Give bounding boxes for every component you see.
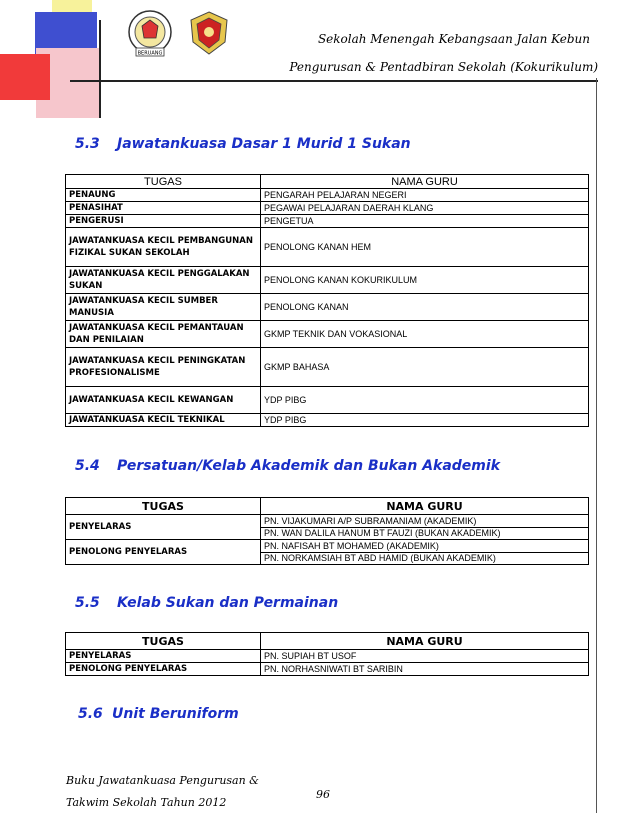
table-row xyxy=(66,267,589,294)
header-tugas: TUGAS xyxy=(66,633,261,650)
nama-cell: PENOLONG KANAN HEM xyxy=(261,228,589,267)
table-row xyxy=(66,228,589,267)
header-tugas: TUGAS xyxy=(66,175,261,189)
table-row xyxy=(66,515,589,528)
club-coordinator-table xyxy=(65,497,589,565)
section-number: 5.4 xyxy=(75,458,100,474)
table-row xyxy=(66,189,589,202)
tugas-cell: JAWATANKUASA KECIL PENGGALAKAN SUKAN xyxy=(66,267,261,294)
nama-cell: GKMP TEKNIK DAN VOKASIONAL xyxy=(261,321,589,348)
table-header-row xyxy=(66,175,589,189)
tugas-cell: PENGERUSI xyxy=(66,215,261,228)
table-header-row xyxy=(66,633,589,650)
tugas-cell: JAWATANKUASA KECIL PENINGKATAN PROFESIONALISME xyxy=(66,348,261,387)
section-title: Jawatankuasa Dasar 1 Murid 1 Sukan xyxy=(117,136,411,152)
section-number: 5.3 xyxy=(75,136,100,152)
tugas-cell: JAWATANKUASA KECIL TEKNIKAL xyxy=(66,414,261,427)
nama-cell: PENGARAH PELAJARAN NEGERI xyxy=(261,189,589,202)
tugas-cell: JAWATANKUASA KECIL KEWANGAN xyxy=(66,387,261,414)
table-row xyxy=(66,215,589,228)
section-heading-5-4 xyxy=(75,458,500,474)
nama-cell: PN. NAFISAH BT MOHAMED (AKADEMIK) xyxy=(261,540,589,553)
decor-line-vertical xyxy=(99,20,101,118)
table-row xyxy=(66,650,589,663)
tugas-cell: PENAUNG xyxy=(66,189,261,202)
tugas-cell: JAWATANKUASA KECIL PEMANTAUAN DAN PENILAIAN xyxy=(66,321,261,348)
footer xyxy=(66,770,259,814)
margin-rule-right xyxy=(596,78,597,813)
table-row xyxy=(66,321,589,348)
table-row xyxy=(66,348,589,387)
table-row xyxy=(66,387,589,414)
nama-cell: PENOLONG KANAN xyxy=(261,294,589,321)
footer-line-1: Buku Jawatankuasa Pengurusan & xyxy=(66,774,259,787)
header-nama-guru: NAMA GURU xyxy=(261,175,589,189)
nama-cell: PENGETUA xyxy=(261,215,589,228)
nama-cell: PN. SUPIAH BT USOF xyxy=(261,650,589,663)
table-row xyxy=(66,294,589,321)
table-row xyxy=(66,540,589,553)
table-row xyxy=(66,202,589,215)
section-number: 5.5 xyxy=(75,595,100,611)
tugas-cell: PENYELARAS xyxy=(66,650,261,663)
header-rule xyxy=(70,80,598,82)
tugas-cell: PENOLONG PENYELARAS xyxy=(66,663,261,676)
section-heading-5-3 xyxy=(75,136,411,152)
tugas-cell: JAWATANKUASA KECIL PEMBANGUNAN FIZIKAL SUKAN SEKOLAH xyxy=(66,228,261,267)
tugas-cell: PENOLONG PENYELARAS xyxy=(66,540,261,565)
section-heading-5-5 xyxy=(75,595,338,611)
nama-cell: PN. NORKAMSIAH BT ABD HAMID (BUKAN AKADEMIK) xyxy=(261,552,589,565)
nama-cell: PN. VIJAKUMARI A/P SUBRAMANIAM (AKADEMIK) xyxy=(261,515,589,528)
tugas-cell: JAWATANKUASA KECIL SUMBER MANUSIA xyxy=(66,294,261,321)
sports-club-table xyxy=(65,632,589,676)
nama-cell: PN. WAN DALILA HANUM BT FAUZI (BUKAN AKADEMIK) xyxy=(261,527,589,540)
nama-cell: GKMP BAHASA xyxy=(261,348,589,387)
committee-table xyxy=(65,174,589,427)
nama-cell: PEGAWAI PELAJARAN DAERAH KLANG xyxy=(261,202,589,215)
table-row xyxy=(66,663,589,676)
nama-cell: YDP PIBG xyxy=(261,387,589,414)
state-crest-icon xyxy=(183,8,235,58)
crest-caption: BERUANG xyxy=(137,50,163,57)
section-title: Unit Beruniform xyxy=(112,706,239,722)
decor-square-red xyxy=(0,54,50,100)
section-title: Persatuan/Kelab Akademik dan Bukan Akademik xyxy=(117,458,501,474)
document-subtitle: Pengurusan & Pentadbiran Sekolah (Kokurikulum) xyxy=(289,60,598,74)
section-number: 5.6 xyxy=(78,706,103,722)
school-crest-icon xyxy=(122,8,178,58)
section-title: Kelab Sukan dan Permainan xyxy=(117,595,339,611)
school-name: Sekolah Menengah Kebangsaan Jalan Kebun xyxy=(317,32,590,46)
header-tugas: TUGAS xyxy=(66,498,261,515)
nama-cell: YDP PIBG xyxy=(261,414,589,427)
section-heading-5-6 xyxy=(78,706,239,722)
tugas-cell: PENYELARAS xyxy=(66,515,261,540)
nama-cell: PN. NORHASNIWATI BT SARIBIN xyxy=(261,663,589,676)
tugas-cell: PENASIHAT xyxy=(66,202,261,215)
footer-line-2: Takwim Sekolah Tahun 2012 xyxy=(66,796,227,809)
page-number: 96 xyxy=(316,788,330,801)
table-header-row xyxy=(66,498,589,515)
table-row xyxy=(66,414,589,427)
nama-cell: PENOLONG KANAN KOKURIKULUM xyxy=(261,267,589,294)
header-nama-guru: NAMA GURU xyxy=(261,633,589,650)
header-nama-guru: NAMA GURU xyxy=(261,498,589,515)
